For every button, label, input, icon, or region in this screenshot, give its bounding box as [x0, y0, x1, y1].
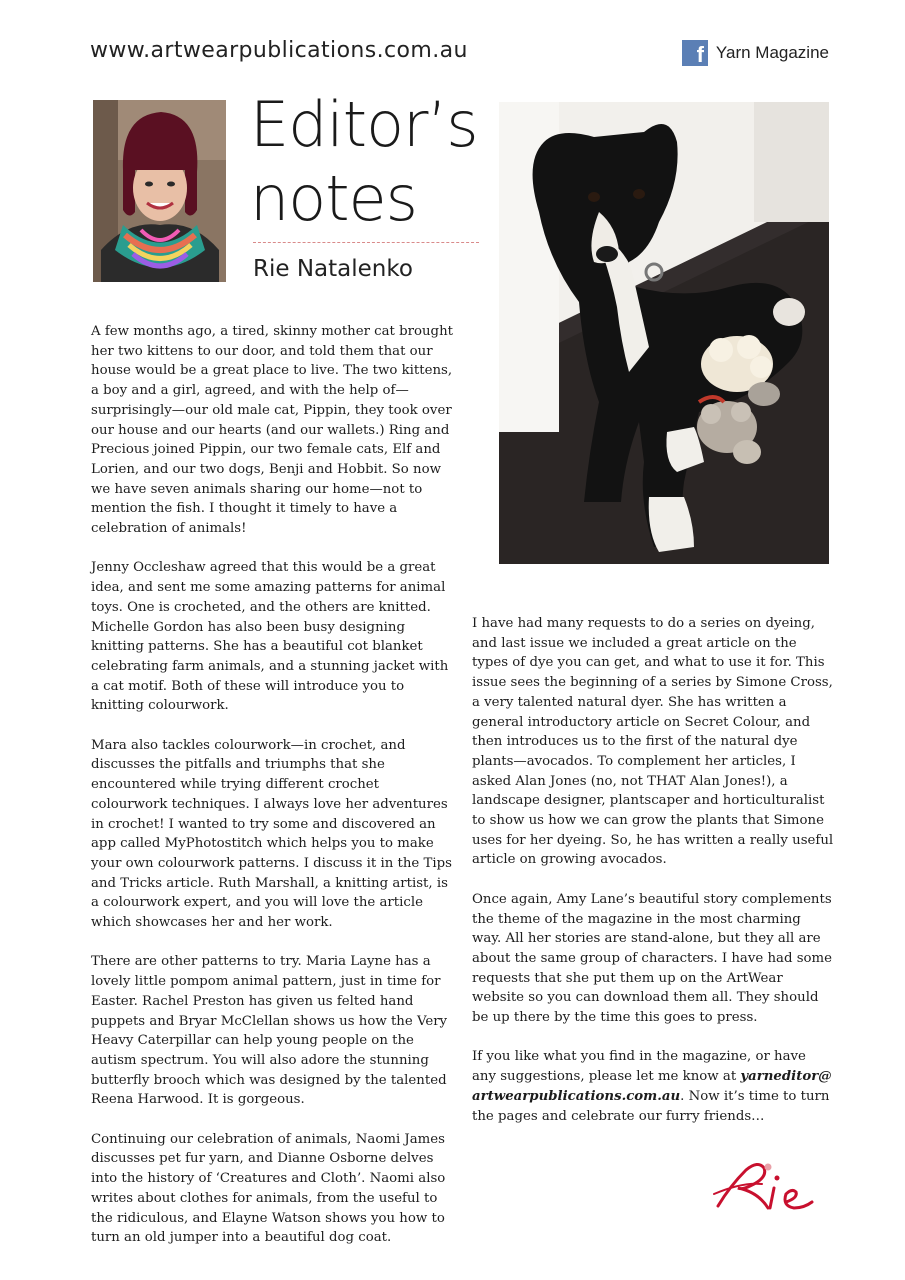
editor-email-link[interactable]: yarneditor@ artwearpublications.com.au — [472, 1069, 832, 1104]
paragraph: There are other patterns to try. Maria Layne has a lovely little pompom animal pattern, just in time for Easter. Rachel Preston has given us felted hand puppets and Bryar McClellan shows us how the Very Heavy Caterpillar can help young people on the autism spectrum. You will also adore the stunning butterfly brooch which was designed by the talented Reena Harwood. It is gorgeous. — [91, 954, 448, 1108]
facebook-label: Yarn Magazine — [715, 43, 829, 62]
facebook-icon: f — [682, 40, 708, 66]
paragraph: Continuing our celebration of animals, Naomi James discusses pet fur yarn, and Dianne Osborne delves into the history of ‘Creatures and Cloth’. Naomi also writes about clothes for animals, from the useful to the ridiculous, and Elayne Watson shows you how to turn an old jumper into a beautiful dog coat. — [91, 1131, 446, 1246]
title-divider — [253, 242, 479, 243]
facebook-link[interactable] — [682, 40, 829, 66]
contact-paragraph — [472, 1047, 834, 1126]
editorial-right-column — [472, 614, 834, 1146]
paragraph: Jenny Occleshaw agreed that this would be a great idea, and sent me some amazing patterns for animal toys. One is crocheted, and the others are knitted. Michelle Gordon has also been busy designing knitting patterns. She has a beautiful cot blanket celebrating farm animals, and a stunning jacket with a cat motif. Both of these will introduce you to knitting colourwork. — [91, 560, 449, 714]
paragraph: Once again, Amy Lane’s beautiful story complements the theme of the magazine in the most charming way. All her stories are stand-alone, but they all are about the same group of characters. I have had some requests that she put them up on the ArtWear website so you can download them all. They should be up there by the time this goes to press. — [472, 891, 832, 1026]
author-name: Rie Natalenko — [253, 256, 413, 282]
dog-photo — [499, 102, 829, 564]
site-url[interactable]: www.artwearpublications.com.au — [90, 38, 468, 63]
editor-signature — [712, 1158, 827, 1217]
page-title — [250, 88, 478, 236]
contact-text: If you like what you find in the magazine, or have any suggestions, please let me know at — [472, 1049, 806, 1085]
page-title-line-2: notes — [250, 162, 417, 235]
closing-text: . Now it’s time to turn the pages and celebrate our furry friends… — [472, 1088, 830, 1124]
editor-portrait-photo — [93, 100, 226, 282]
paragraph: I have had many requests to do a series on dyeing, and last issue we included a great article on the types of dye you can get, and what to use it for. This issue sees the beginning of a series by Simone Cross, a very talented natural dyer. She has written a general introductory article on Secret Colour, and then introduces us to the first of the natural dye plants—avocados. To complement her articles, I asked Alan Jones (no, not THAT Alan Jones!), a landscape designer, plantscaper and horticulturalist to show us how we can grow the plants that Simone uses for her dyeing. So, he has written a really useful article on growing avocados. — [472, 616, 834, 868]
paragraph: A few months ago, a tired, skinny mother cat brought her two kittens to our door, and told them that our house would be a great place to live. The two kittens, a boy and a girl, agreed, and with the help of—surprisingly—our old male cat, Pippin, they took over our house and our hearts (and our wallets.) Ring and Precious joined Pippin, our two female cats, Elf and Lorien, and our two dogs, Benji and Hobbit. So now we have seven animals sharing our home—not to mention the fish. I thought it timely to have a celebration of animals! — [91, 324, 453, 537]
editorial-left-column — [91, 322, 455, 1268]
page-title-line-1: Editor’s — [250, 88, 478, 161]
paragraph: Mara also tackles colourwork—in crochet, and discusses the pitfalls and triumphs that she encountered while trying different crochet colourwork techniques. I always love her adventures in crochet! I wanted to try some and discovered an app called MyPhotostitch which helps you to make your own colourwork patterns. I discuss it in the Tips and Tricks article. Ruth Marshall, a knitting artist, is a colourwork expert, and you will love the article which showcases her and her work. — [91, 737, 452, 931]
